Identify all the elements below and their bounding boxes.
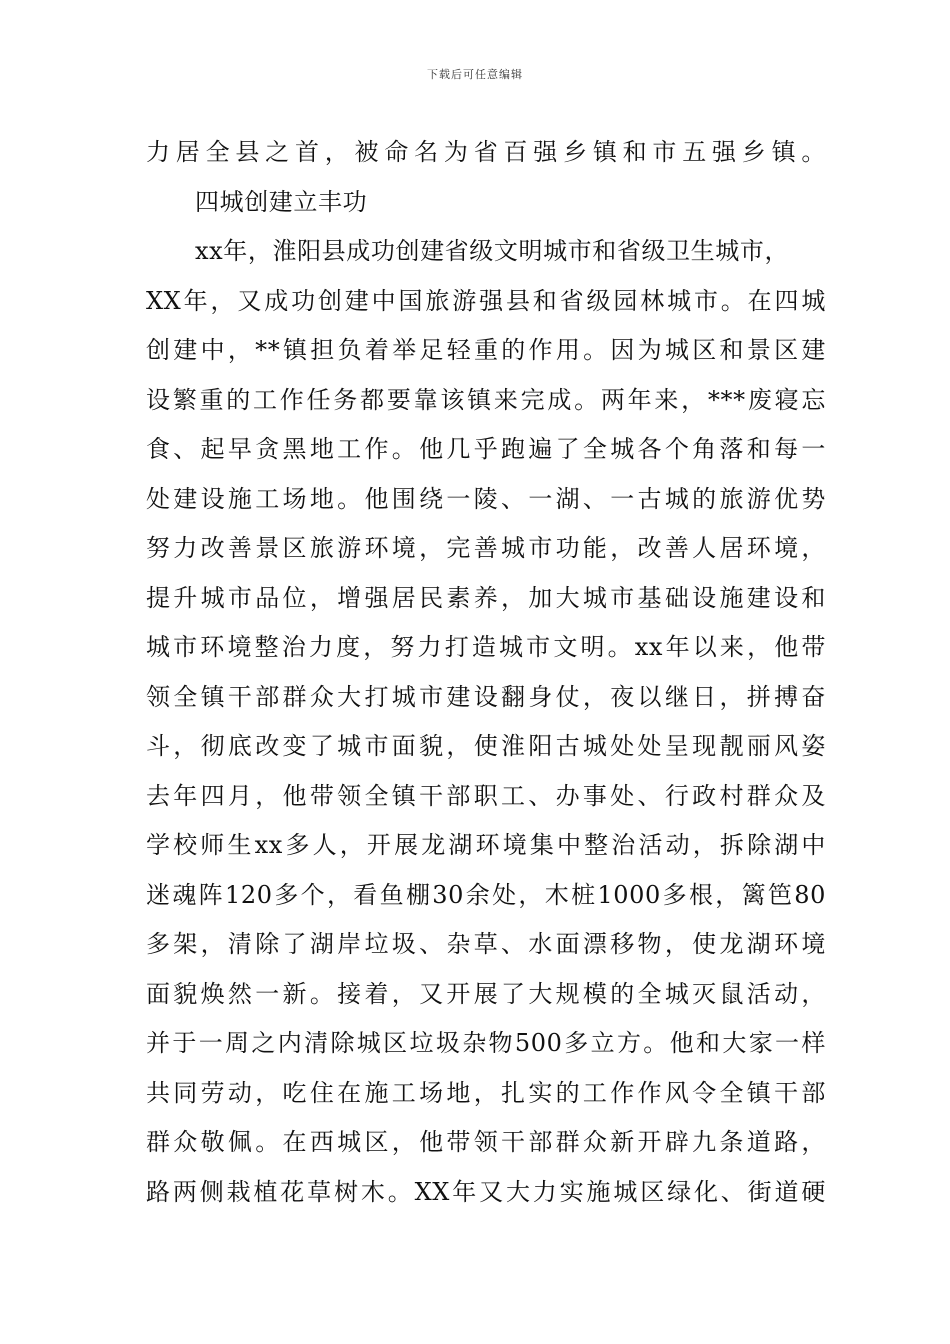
text-line: 提升城市品位，增强居民素养，加大城市基础设施建设和	[146, 583, 826, 612]
text-line: XX年，又成功创建中国旅游强县和省级园林城市。在四城	[146, 286, 826, 315]
text-line: 领全镇干部群众大打城市建设翻身仗，夜以继日，拼搏奋	[146, 682, 826, 711]
text-line: 并于一周之内清除城区垃圾杂物500多立方。他和大家一样	[146, 1029, 826, 1057]
text-line: 努力改善景区旅游环境，完善城市功能，改善人居环境，	[146, 534, 826, 562]
text-line: 多架，清除了湖岸垃圾、杂草、水面漂移物，使龙湖环境	[146, 930, 826, 958]
section-heading: 四城创建立丰功	[195, 187, 368, 216]
text-line: 食、起早贪黑地工作。他几乎跑遍了全城各个角落和每一	[146, 435, 826, 463]
text-line: 面貌焕然一新。接着，又开展了大规模的全城灭鼠活动，	[146, 979, 826, 1008]
text-line: 力居全县之首，被命名为省百强乡镇和市五强乡镇。	[146, 138, 826, 166]
text-line: 共同劳动，吃住在施工场地，扎实的工作作风令全镇干部	[146, 1078, 826, 1107]
text-line: 设繁重的工作任务都要靠该镇来完成。两年来，***废寝忘	[146, 385, 826, 414]
text-line: xx年，淮阳县成功创建省级文明城市和省级卫生城市，	[195, 237, 790, 265]
body-text	[146, 128, 826, 1217]
text-line: 路两侧栽植花草树木。XX年又大力实施城区绿化、街道硬	[146, 1177, 826, 1206]
text-line: 城市环境整治力度，努力打造城市文明。xx年以来，他带	[146, 633, 826, 661]
text-line: 学校师生xx多人，开展龙湖环境集中整治活动，拆除湖中	[146, 831, 826, 859]
text-line: 去年四月，他带领全镇干部职工、办事处、行政村群众及	[146, 781, 826, 810]
text-line: 迷魂阵120多个，看鱼棚30余处，木桩1000多根，篱笆80	[146, 880, 826, 909]
text-line: 斗，彻底改变了城市面貌，使淮阳古城处处呈现靓丽风姿	[146, 732, 826, 760]
text-line: 群众敬佩。在西城区，他带领干部群众新开辟九条道路，	[146, 1128, 826, 1156]
page-header-note: 下载后可任意编辑	[427, 68, 523, 81]
text-line: 处建设施工场地。他围绕一陵、一湖、一古城的旅游优势	[146, 484, 826, 513]
text-line: 创建中，**镇担负着举足轻重的作用。因为城区和景区建	[146, 336, 826, 364]
